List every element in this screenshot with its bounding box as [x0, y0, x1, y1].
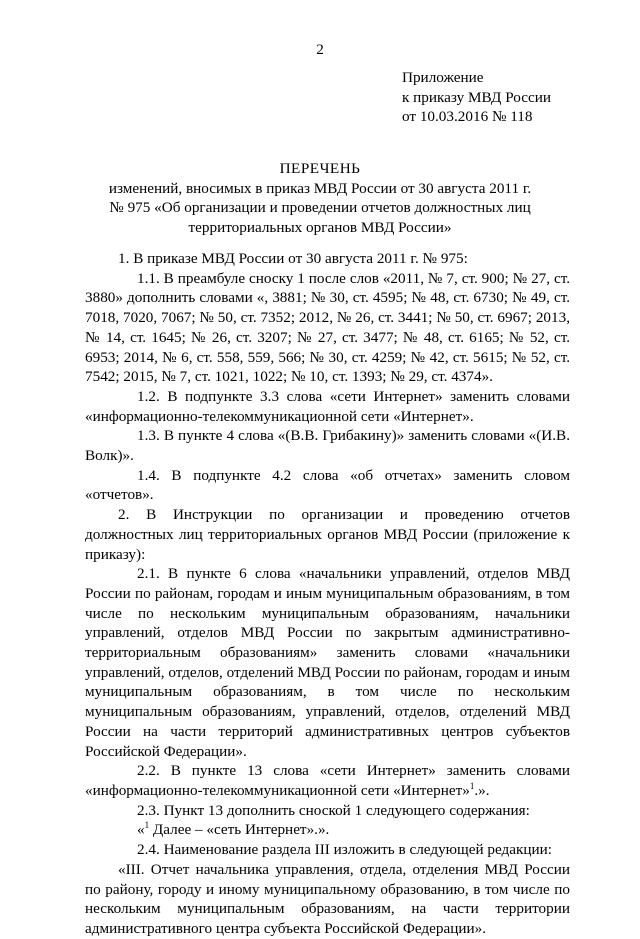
page-number: 2	[316, 41, 324, 58]
paragraph-1-3: 1.3. В пункте 4 слова «(В.В. Грибакину)» заменить словами «(И.В. Волк)».	[85, 427, 570, 465]
appendix-header	[402, 68, 632, 127]
paragraph-2-4: 2.4. Наименование раздела III изложить в следующей редакции:	[137, 841, 552, 859]
appendix-order-date: от 10.03.2016 № 118	[402, 108, 533, 125]
title-line-1: изменений, вносимых в приказ МВД России от 30 августа 2011 г.	[108, 179, 532, 197]
paragraph-1-2: 1.2. В подпункте 3.3 слова «сети Интернет» заменить словами «информационно-телекоммуникационной сети «Интернет».	[85, 387, 570, 425]
paragraph-2-1: 2.1. В пункте 6 слова «начальники управлений, отделов МВД России по районам, городам и иным муниципальным образованиям, в том числе по нескольким муниципальным образованиям, начальники управлений, отделов МВД России по закрытым административно-территориальным образованиям» заменить словами «начальники управлений, отделов, отделений МВД России по районам, городам и иным муниципальным образованиям, в том числе по нескольким муниципальным образованиям, управлений, отделов, отделений МВД России на части территорий административных центров субъектов Российской Федерации».	[85, 565, 570, 760]
footnote-text: Далее – «сеть Интернет».».	[149, 821, 330, 839]
footnote-open-quote: «	[137, 821, 145, 839]
appendix-label: Приложение	[402, 69, 484, 86]
footnote-line	[85, 820, 570, 840]
section-iii-title: «III. Отчет начальника управления, отдела, отделения МВД России по району, городу и иному муниципальному образованию, в том числе по нескольким муниципальным образованиям, на части территории административного центра субъекта Российской Федерации».	[85, 860, 570, 937]
title-line-3: территориальных органов МВД России»	[188, 219, 452, 237]
paragraph-2-2-text: 2.2. В пункте 13 слова «сети Интернет» заменить словами «информационно-телекоммуникационной сети «Интернет»	[85, 762, 570, 799]
paragraph-2-3: 2.3. Пункт 13 дополнить сноской 1 следующего содержания:	[137, 801, 530, 819]
footnote-marker: 1	[469, 780, 475, 791]
paragraph-2-2	[85, 761, 570, 800]
document-title	[0, 159, 640, 238]
title-heading: ПЕРЕЧЕНЬ	[279, 160, 361, 177]
paragraph-1: 1. В приказе МВД России от 30 августа 2011 г. № 975:	[118, 250, 468, 267]
footnote-number: 1	[144, 820, 150, 831]
appendix-order-ref: к приказу МВД России	[402, 88, 551, 106]
paragraph-1-1: 1.1. В преамбуле сноску 1 после слов «2011, № 7, ст. 900; № 27, ст. 3880» дополнить словами «, 3881; № 30, ст. 4595; № 48, ст. 6730; № 49, ст. 7018, 7020, 7067; № 50, ст. 7352; 2012, № 26, ст. 3441; № 50, ст. 6967; 2013, № 14, ст. 1645; № 26, ст. 3207; № 27, ст. 3477; № 48, ст. 6165; № 52, ст. 6953; 2014, № 6, ст. 558, 559, 566; № 30, ст. 4259; № 42, ст. 5615; № 52, ст. 7542; 2015, № 7, ст. 1021, 1022; № 10, ст. 1393; № 29, ст. 4374».	[85, 269, 570, 386]
paragraph-2-2-end: .».	[474, 781, 490, 799]
paragraph-1-4: 1.4. В подпункте 4.2 слова «об отчетах» заменить словом «отчетов».	[85, 466, 570, 504]
paragraph-2: 2. В Инструкции по организации и проведению отчетов должностных лиц территориальных органов МВД России (приложение к приказу):	[85, 506, 570, 563]
document-body	[85, 249, 570, 939]
title-line-2: № 975 «Об организации и проведении отчетов должностных лиц	[109, 199, 531, 217]
